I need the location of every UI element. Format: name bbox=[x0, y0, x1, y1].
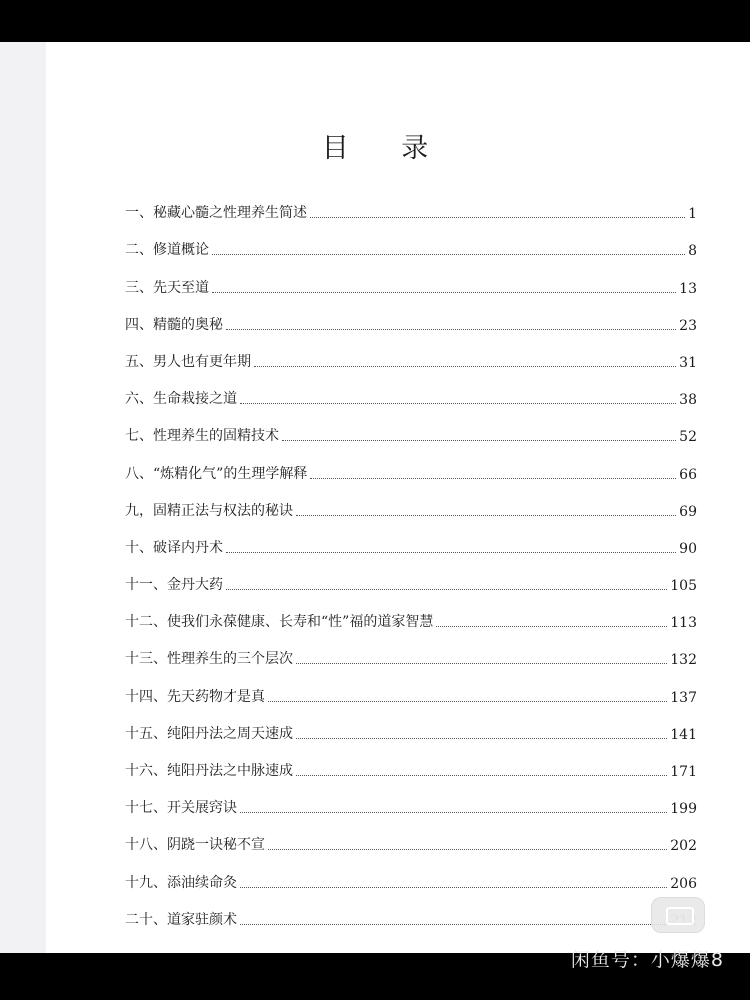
dot-leader bbox=[212, 253, 685, 255]
toc-entry-label: 十、破译内丹术 bbox=[125, 539, 223, 556]
dot-leader bbox=[296, 737, 667, 739]
dot-leader bbox=[310, 216, 685, 218]
dot-leader bbox=[240, 923, 667, 925]
toc-entry bbox=[125, 706, 697, 743]
dot-leader bbox=[226, 551, 676, 553]
toc-entry-label: 七、性理养生的固精技术 bbox=[125, 428, 279, 445]
toc-entry bbox=[125, 780, 697, 817]
toc-entry bbox=[125, 445, 697, 482]
toc-entry bbox=[125, 631, 697, 668]
toc-entry-label: 十二、使我们永葆健康、长寿和“性”福的道家智慧 bbox=[125, 614, 434, 631]
toc-entry-page: 171 bbox=[670, 764, 697, 780]
toc-entry bbox=[125, 668, 697, 705]
toc-entry-page: 202 bbox=[670, 838, 697, 855]
toc-entry-page: 1 bbox=[688, 206, 697, 223]
table-of-contents bbox=[125, 185, 697, 929]
toc-entry-page: 69 bbox=[679, 503, 697, 520]
toc-entry-label: 四、精髓的奥秘 bbox=[125, 316, 223, 333]
toc-entry-label: 十五、纯阳丹法之周天速成 bbox=[125, 725, 293, 742]
toc-entry-label: 六、生命栽接之道 bbox=[125, 391, 237, 408]
toc-entry-label: 十一、金丹大药 bbox=[125, 577, 223, 594]
toc-entry-label: 十三、性理养生的三个层次 bbox=[125, 651, 293, 668]
dot-leader bbox=[282, 439, 676, 441]
toc-entry-page: 199 bbox=[670, 801, 697, 818]
toc-entry-label: 五、男人也有更年期 bbox=[125, 353, 251, 370]
toc-entry-label: 十八、阴跷一诀秘不宣 bbox=[125, 837, 265, 854]
toc-entry-label: 九，固精正法与权法的秘诀 bbox=[125, 502, 293, 519]
toc-entry bbox=[125, 259, 697, 296]
toc-entry-label: 八、“炼精化气”的生理学解释 bbox=[125, 465, 308, 482]
dot-leader bbox=[436, 625, 667, 627]
toc-entry-label: 十七、开关展窍诀 bbox=[125, 800, 237, 817]
toc-entry-label: 二十、道家驻颜术 bbox=[125, 911, 237, 928]
toc-entry bbox=[125, 185, 697, 222]
toc-entry bbox=[125, 594, 697, 631]
toc-entry bbox=[125, 334, 697, 371]
dot-leader bbox=[296, 514, 676, 516]
toc-entry bbox=[125, 743, 697, 780]
dot-leader bbox=[240, 811, 667, 813]
toc-entry-page: 38 bbox=[679, 392, 697, 409]
dot-leader bbox=[296, 774, 667, 776]
toc-entry-page: 105 bbox=[670, 578, 697, 595]
toc-title: 目 录 bbox=[321, 133, 451, 164]
toc-entry-page: 52 bbox=[679, 429, 697, 446]
dot-leader bbox=[240, 886, 667, 888]
toc-entry-page: 8 bbox=[688, 243, 697, 260]
toc-entry-page: 113 bbox=[670, 615, 697, 632]
toc-entry-label: 一、秘藏心髓之性理养生简述 bbox=[125, 205, 307, 222]
dot-leader bbox=[310, 477, 676, 479]
dot-leader bbox=[226, 328, 676, 330]
toc-entry bbox=[125, 297, 697, 334]
toc-entry bbox=[125, 557, 697, 594]
toc-entry-page: 132 bbox=[670, 652, 697, 669]
toc-entry-page: 90 bbox=[679, 540, 697, 557]
toc-entry bbox=[125, 817, 697, 854]
toc-entry-page: 13 bbox=[679, 280, 697, 297]
toc-entry bbox=[125, 892, 697, 929]
toc-entry-label: 十六、纯阳丹法之中脉速成 bbox=[125, 763, 293, 779]
toc-entry-page: 23 bbox=[679, 317, 697, 334]
dot-leader bbox=[240, 402, 676, 404]
toc-entry bbox=[125, 483, 697, 520]
toc-entry bbox=[125, 520, 697, 557]
dot-leader bbox=[226, 588, 667, 590]
xianyu-logo-icon bbox=[651, 897, 705, 933]
toc-entry bbox=[125, 854, 697, 891]
toc-entry-page: 137 bbox=[670, 689, 697, 706]
toc-entry bbox=[125, 408, 697, 445]
document-page bbox=[0, 42, 750, 953]
dot-leader bbox=[254, 365, 676, 367]
toc-entry bbox=[125, 222, 697, 259]
dot-leader bbox=[268, 848, 667, 850]
dot-leader bbox=[212, 291, 676, 293]
toc-entry-label: 十九、添油续命灸 bbox=[125, 874, 237, 891]
dot-leader bbox=[268, 700, 667, 702]
toc-entry-page: 31 bbox=[679, 354, 697, 371]
toc-entry-page: 206 bbox=[670, 875, 697, 892]
page-edge-shadow bbox=[0, 42, 46, 953]
dot-leader bbox=[296, 662, 667, 664]
watermark-text: 闲鱼号：小爆爆8 bbox=[570, 949, 724, 971]
toc-entry-label: 三、先天至道 bbox=[125, 279, 209, 296]
toc-entry-page: 141 bbox=[670, 726, 697, 743]
toc-entry bbox=[125, 371, 697, 408]
toc-entry-page: 66 bbox=[679, 466, 697, 483]
toc-entry-label: 二、修道概论 bbox=[125, 242, 209, 259]
toc-entry-label: 十四、先天药物才是真 bbox=[125, 688, 265, 705]
